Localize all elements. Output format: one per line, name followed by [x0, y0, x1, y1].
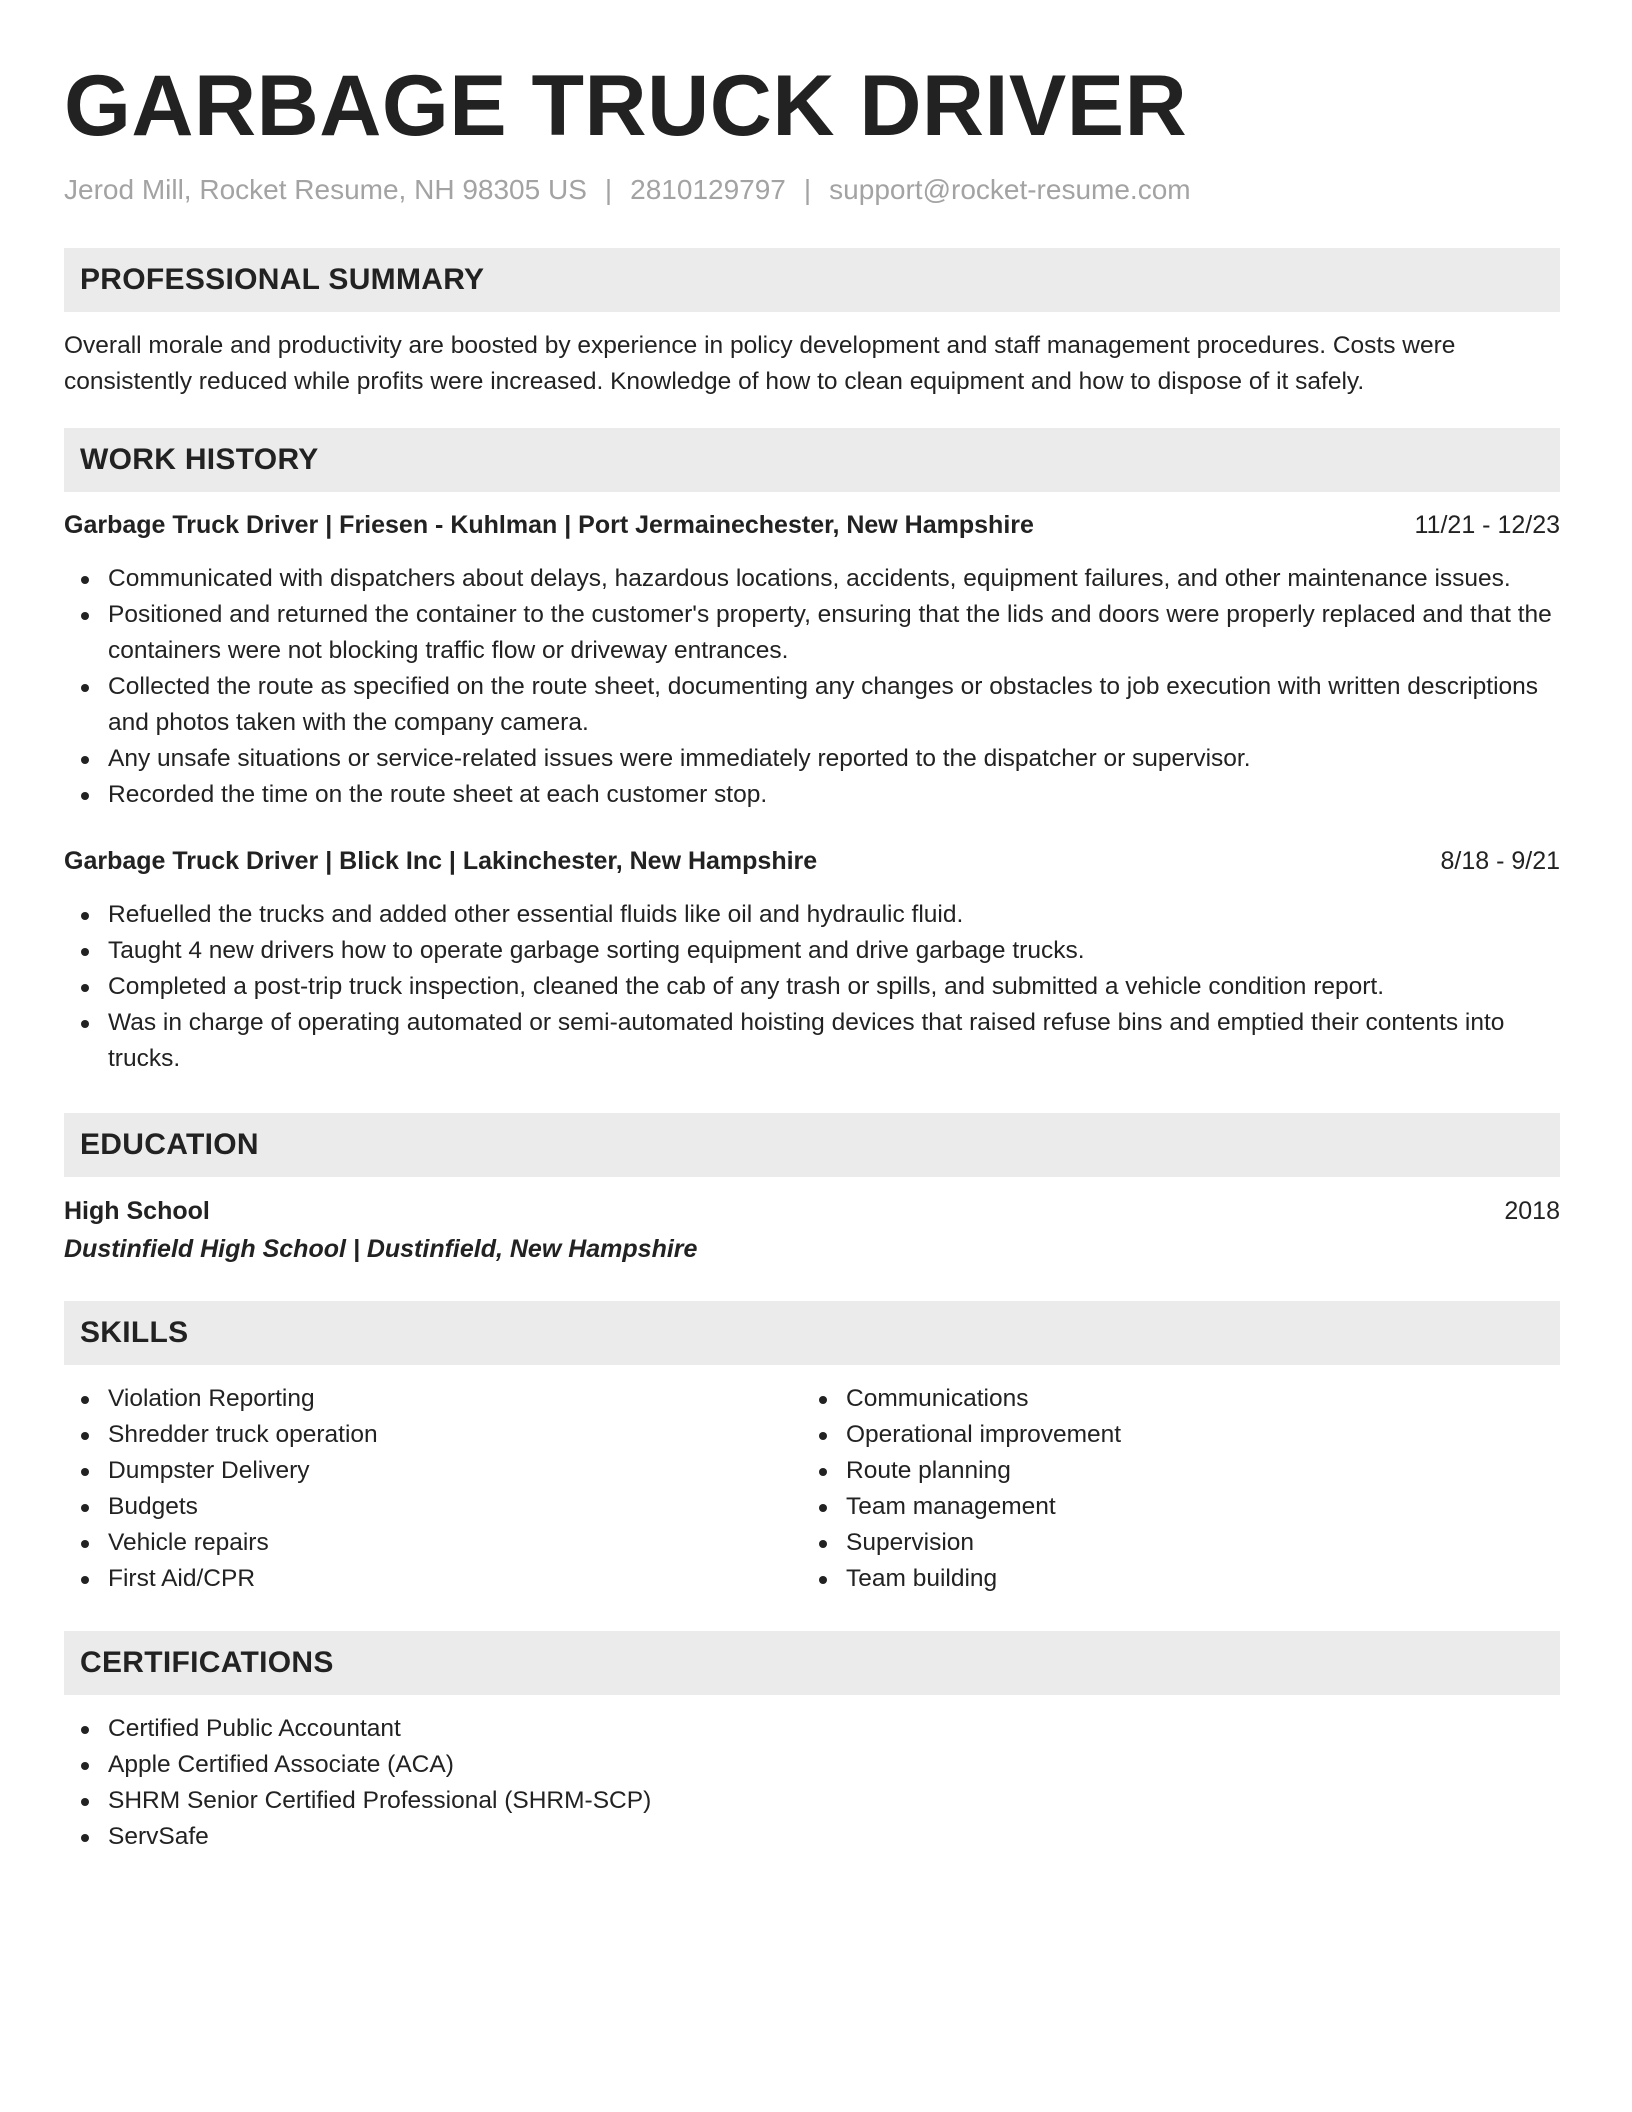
skill-item: Dumpster Delivery — [64, 1453, 802, 1489]
job-bullet: Completed a post-trip truck inspection, cleaned the cab of any trash or spills, and submitted a vehicle condition report. — [64, 969, 1560, 1005]
skill-item: Budgets — [64, 1489, 802, 1525]
job-bullet: Any unsafe situations or service-related issues were immediately reported to the dispatcher or supervisor. — [64, 741, 1560, 777]
contact-separator: | — [803, 174, 812, 205]
job-bullets — [64, 897, 1560, 1077]
skill-item: Supervision — [802, 1525, 1540, 1561]
certification-item: Apple Certified Associate (ACA) — [64, 1747, 1560, 1783]
section-heading-work-history: WORK HISTORY — [64, 428, 1560, 492]
contact-line — [64, 170, 1560, 210]
job-header — [64, 843, 1560, 879]
skill-item: Route planning — [802, 1453, 1540, 1489]
job-bullet: Communicated with dispatchers about delays, hazardous locations, accidents, equipment failures, and other maintenance issues. — [64, 561, 1560, 597]
contact-separator: | — [604, 174, 613, 205]
section-heading-summary: PROFESSIONAL SUMMARY — [64, 248, 1560, 312]
contact-email: support@rocket-resume.com — [829, 174, 1191, 205]
job-bullet: Positioned and returned the container to the customer's property, ensuring that the lids and doors were properly replaced and that the containers were not blocking traffic flow or driveway entrances. — [64, 597, 1560, 669]
job-dates: 11/21 - 12/23 — [1414, 511, 1560, 539]
job-header — [64, 507, 1560, 543]
section-heading-certifications: CERTIFICATIONS — [64, 1631, 1560, 1695]
skill-item: Violation Reporting — [64, 1381, 802, 1417]
skill-item: First Aid/CPR — [64, 1561, 802, 1597]
skills-column-right — [802, 1381, 1540, 1597]
job-entry — [64, 507, 1560, 813]
certification-item: Certified Public Accountant — [64, 1711, 1560, 1747]
resume-page — [64, 56, 1560, 1855]
certification-item: SHRM Senior Certified Professional (SHRM-SCP) — [64, 1783, 1560, 1819]
page-title: GARBAGE TRUCK DRIVER — [64, 58, 1188, 154]
job-bullet: Collected the route as specified on the route sheet, documenting any changes or obstacles to job execution with written descriptions and photos taken with the company camera. — [64, 669, 1560, 741]
job-bullet: Was in charge of operating automated or semi-automated hoisting devices that raised refuse bins and emptied their contents into trucks. — [64, 1005, 1560, 1077]
skill-item: Communications — [802, 1381, 1540, 1417]
summary-text: Overall morale and productivity are boosted by experience in policy development and staff management procedures. Costs were consistently reduced while profits were increased. Knowledge of how to clean equipment and how to dispose of it safely. — [64, 332, 1456, 395]
skills-column-left — [64, 1381, 802, 1597]
education-header — [64, 1193, 1560, 1229]
job-dates: 8/18 - 9/21 — [1440, 847, 1560, 875]
education-entry — [64, 1193, 1560, 1267]
job-bullets — [64, 561, 1560, 813]
section-heading-skills: SKILLS — [64, 1301, 1560, 1365]
education-year: 2018 — [1504, 1197, 1560, 1225]
job-entry — [64, 843, 1560, 1077]
section-heading-education: EDUCATION — [64, 1113, 1560, 1177]
job-title: Garbage Truck Driver | Friesen - Kuhlman | Port Jermainechester, New Hampshire — [64, 511, 1034, 539]
contact-phone: 2810129797 — [630, 174, 786, 205]
skill-item: Shredder truck operation — [64, 1417, 802, 1453]
skill-item: Vehicle repairs — [64, 1525, 802, 1561]
job-title: Garbage Truck Driver | Blick Inc | Lakinchester, New Hampshire — [64, 847, 818, 875]
job-bullet: Recorded the time on the route sheet at each customer stop. — [64, 777, 1560, 813]
skills-grid — [64, 1381, 1560, 1597]
job-bullet: Taught 4 new drivers how to operate garbage sorting equipment and drive garbage trucks. — [64, 933, 1560, 969]
certification-item: ServSafe — [64, 1819, 1560, 1855]
skill-item: Team management — [802, 1489, 1540, 1525]
education-degree: High School — [64, 1197, 210, 1225]
skill-item: Team building — [802, 1561, 1540, 1597]
job-bullet: Refuelled the trucks and added other essential fluids like oil and hydraulic fluid. — [64, 897, 1560, 933]
education-school: Dustinfield High School | Dustinfield, New Hampshire — [64, 1235, 698, 1263]
certifications-list — [64, 1711, 1560, 1855]
skill-item: Operational improvement — [802, 1417, 1540, 1453]
contact-address: Jerod Mill, Rocket Resume, NH 98305 US — [64, 174, 587, 205]
